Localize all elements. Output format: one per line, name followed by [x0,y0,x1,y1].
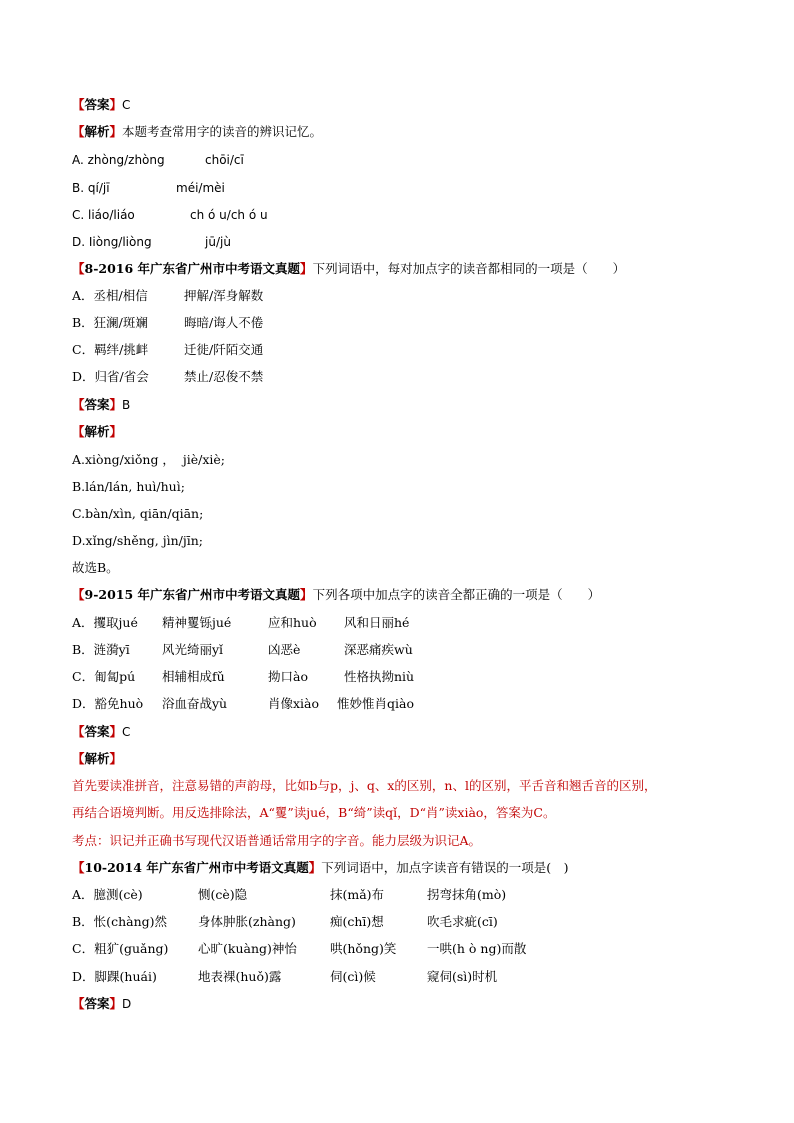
analysis-bracket-close: 】 [109,424,123,439]
answer-bracket-open: 【 [72,996,85,1011]
option-item-4: 惟妙惟肖qiào [337,696,414,711]
analysis-bracket-open: 【 [72,124,85,139]
answer-bracket-close: 】 [109,97,123,112]
answer-value: C [122,725,131,739]
answer-value: D [122,997,132,1011]
question-stem: 下列词语中，每对加点字的读音都相同的一项是（ ） [312,261,626,276]
option-item-4: 深恶痛疾wù [344,642,413,657]
option-word-1: D．归省/省会 [72,369,149,384]
analysis-bracket-open: 【 [72,751,85,766]
q9-analysis-paragraph-1: 首先要读准拼音，注意易错的声韵母，比如b与p，j、q、x的区别，n、l的区别，平舌音和翘舌音的区别， [72,778,657,793]
answer-bracket-close: 】 [109,724,123,739]
analysis-text: 本题考查常用字的读音的辨识记忆。 [122,124,323,139]
option-item-1: B．涟漪yī [72,642,130,657]
option-item-2: 浴血奋战yù [162,696,228,711]
q10-stem-line [72,859,569,877]
question-tag-bracket-close: 】 [308,860,322,875]
question-tag-bracket-close: 】 [300,261,313,276]
option-item-2: 精神矍铄jué [162,615,232,630]
question-tag-bracket-open: 【 [72,860,85,875]
option-item-3: 抹(mǎ)布 [330,887,385,902]
q8-analysis-d: D.xǐng/shěng, jìn/jīn; [72,533,203,548]
answer-label: 答案 [84,724,110,739]
option-item-1: D．豁免huò [72,696,144,711]
q10-answer-line [72,995,131,1013]
option-item-3: 凶恶è [268,642,301,657]
option-item-1: C．粗犷(guǎng) [72,941,169,956]
analysis-bracket-close: 】 [109,751,123,766]
q9-stem-line [72,586,600,604]
analysis-label: 解析 [84,424,110,439]
q8-analysis-line [72,423,122,441]
option-item-4: 性格执拗niù [344,669,415,684]
q7-answer-line [72,96,130,114]
option-item-3: 拗口ào [268,669,308,684]
option-word-2: 晦暗/诲人不倦 [184,315,264,330]
option-item-2: 心旷(kuàng)神怡 [198,941,297,956]
answer-bracket-close: 】 [109,996,123,1011]
analysis-label: 解析 [84,124,110,139]
analysis-bracket-open: 【 [72,424,85,439]
option-item-1: A．臆测(cè) [72,887,143,902]
option-pinyin-1: D. Iiòng/liòng [72,235,152,249]
option-word-2: 押解/浑身解数 [184,288,264,303]
option-pinyin-1: B. qí/jī [72,181,110,195]
answer-value: B [122,398,131,412]
option-word-1: A．丞相/相信 [72,288,148,303]
option-pinyin-2: jū/jù [205,235,231,249]
q9-knowledge-point: 考点：识记并正确书写现代汉语普通话常用字的字音。能力层级为识记A。 [72,833,482,848]
option-item-1: B．怅(chàng)然 [72,914,167,929]
question-tag: 8-2016 年广东省广州市中考语文真题 [84,261,301,276]
option-item-3: 伺(cì)候 [330,969,376,984]
option-word-2: 迁徙/阡陌交通 [184,342,264,357]
option-item-1: D．脚踝(huái) [72,969,157,984]
option-word-2: 禁止/忍俊不禁 [184,369,264,384]
answer-value: C [122,98,131,112]
answer-label: 答案 [84,397,110,412]
answer-bracket-close: 】 [109,397,123,412]
q8-analysis-b: B.lán/lán, huì/huì; [72,479,185,494]
answer-bracket-open: 【 [72,397,85,412]
q9-analysis-line [72,750,122,768]
option-item-4: 风和日丽hé [344,615,410,630]
option-item-2: 相辅相成fǔ [162,669,225,684]
option-item-4: 吹毛求疵(cī) [427,914,498,929]
question-stem: 下列词语中，加点字读音有错误的一项是( ) [321,860,569,875]
option-item-3: 肖像xiào [268,696,320,711]
q9-analysis-paragraph-2: 再结合语境判断。用反选排除法，A“矍”读jué，B“绮”读qǐ，D“肖”读xiào，答案为C。 [72,805,556,820]
option-item-2: 风光绮丽yǐ [162,642,224,657]
question-stem: 下列各项中加点字的读音全都正确的一项是（ ） [312,587,601,602]
option-item-2: 身体肿胀(zhàng) [198,914,296,929]
option-item-4: 窥伺(sì)时机 [427,969,498,984]
answer-bracket-open: 【 [72,724,85,739]
option-item-4: 一哄(h ò ng)而散 [427,941,527,956]
q8-analysis-a: A.xiòng/xiǒng ， jiè/xiè; [72,452,226,467]
q7-analysis-line [72,123,322,141]
q8-answer-line [72,396,130,414]
option-pinyin-2: ch ó u/ch ó u [190,208,268,222]
option-pinyin-2: chōi/cī [205,153,244,167]
answer-label: 答案 [84,97,110,112]
question-tag-bracket-open: 【 [72,261,85,276]
option-item-1: A．攫取jué [72,615,138,630]
option-item-3: 哄(hǒng)笑 [330,941,397,956]
question-tag: 10-2014 年广东省广州市中考语文真题 [84,860,309,875]
q8-conclusion: 故选B。 [72,560,119,575]
answer-label: 答案 [84,996,110,1011]
option-pinyin-1: A. zhòng/zhòng [72,153,165,167]
q8-stem-line [72,260,625,278]
q9-answer-line [72,723,130,741]
option-word-1: B．狂澜/斑斓 [72,315,148,330]
option-item-4: 拐弯抹角(mò) [427,887,507,902]
analysis-bracket-close: 】 [109,124,123,139]
question-tag-bracket-close: 】 [300,587,313,602]
question-tag-bracket-open: 【 [72,587,85,602]
q8-analysis-c: C.bàn/xìn, qiān/qiān; [72,506,204,521]
option-word-1: C．羁绊/挑衅 [72,342,149,357]
option-item-2: 地表裸(huǒ)露 [198,969,282,984]
option-item-2: 恻(cè)隐 [198,887,248,902]
option-pinyin-2: méi/mèi [176,181,225,195]
answer-bracket-open: 【 [72,97,85,112]
option-item-3: 应和huò [268,615,317,630]
question-tag: 9-2015 年广东省广州市中考语文真题 [84,587,301,602]
option-pinyin-1: C. liáo/liáo [72,208,135,222]
option-item-3: 痴(chī)想 [330,914,384,929]
option-item-1: C．匍匐pú [72,669,136,684]
analysis-label: 解析 [84,751,110,766]
